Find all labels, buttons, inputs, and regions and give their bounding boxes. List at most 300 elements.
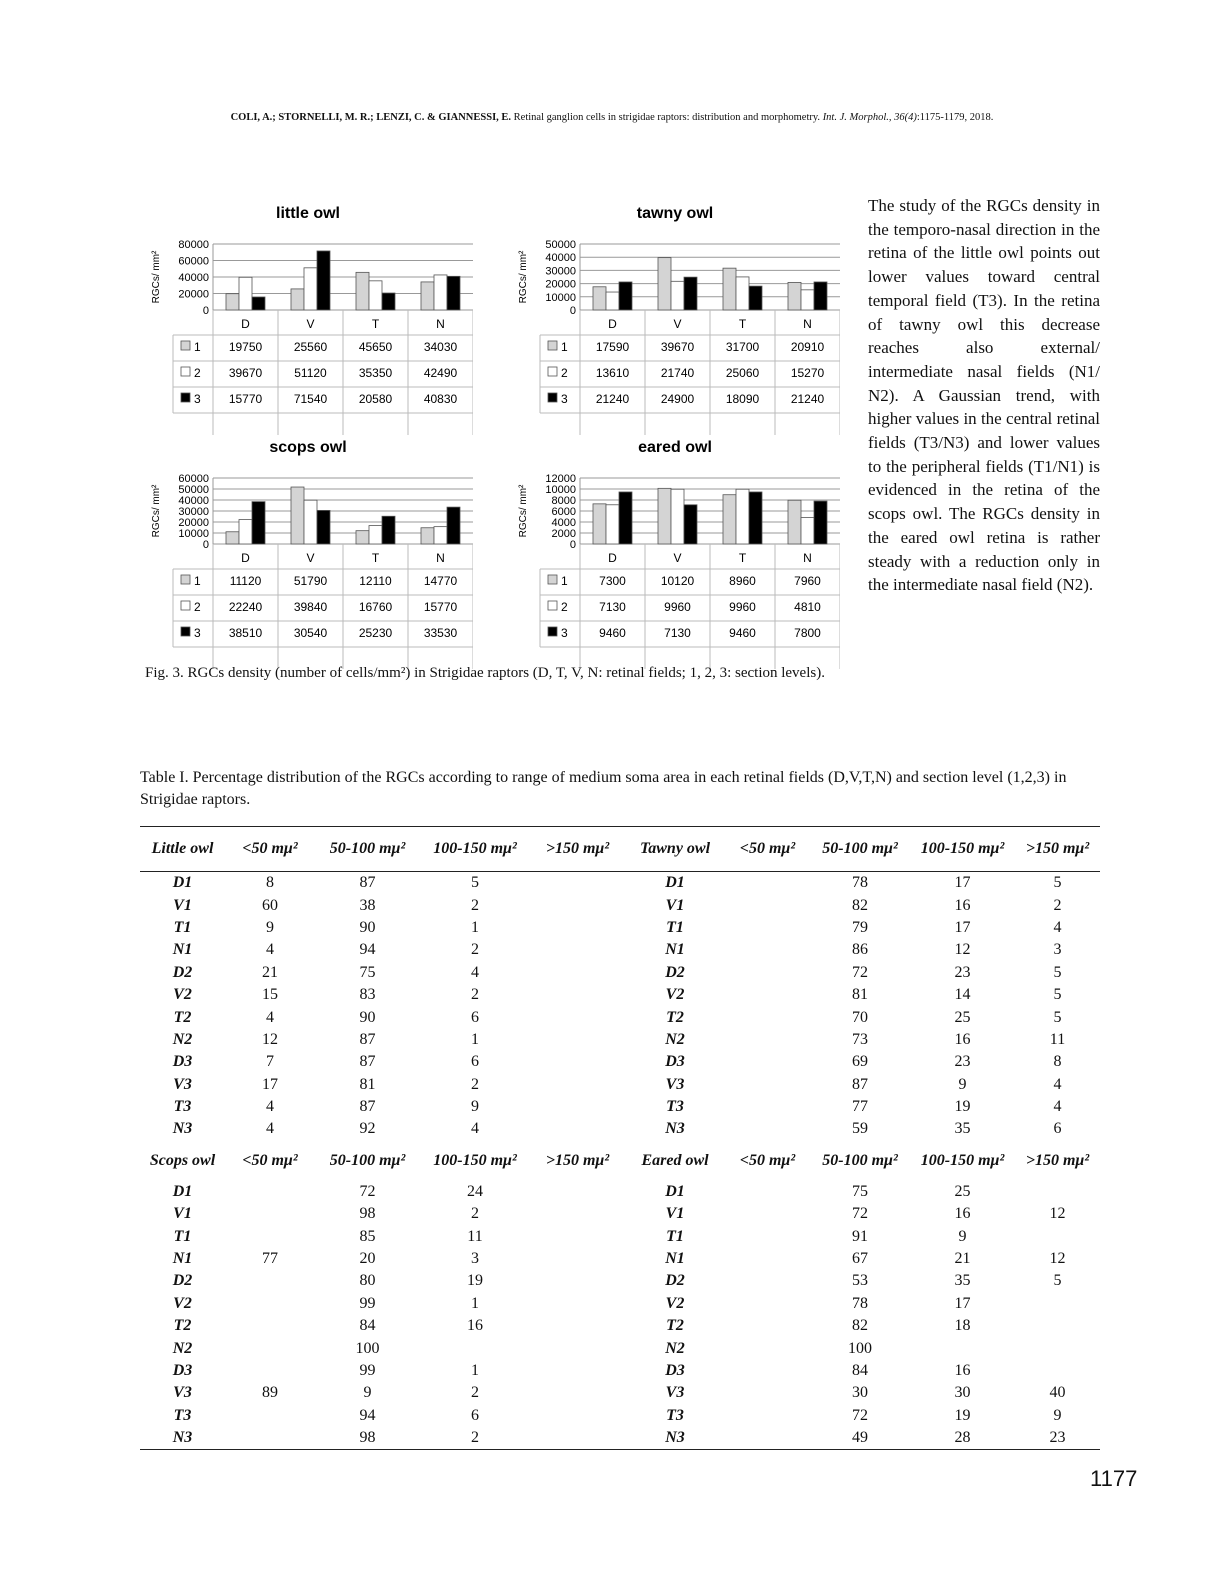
y-axis-label: RGCs/ mm² [518, 484, 529, 538]
table-cell [725, 962, 810, 984]
table-cell [225, 1293, 315, 1315]
y-tick-label: 60000 [178, 255, 209, 268]
x-category-label: T [738, 317, 747, 331]
table-cell: 53 [852, 1272, 868, 1290]
field-label: T2 [666, 1317, 684, 1335]
table-row [140, 872, 1100, 895]
table-cell: 24 [467, 1182, 483, 1200]
bar-V-3 [317, 251, 330, 310]
table-cell: 72 [852, 1205, 868, 1223]
table-row [140, 984, 1100, 1006]
field-label: T1 [666, 918, 684, 936]
chart-scops-owl [143, 430, 473, 670]
table-cell: 17 [954, 874, 971, 892]
table-cell: 30 [852, 1384, 868, 1402]
y-tick-label: 10000 [545, 484, 576, 496]
bar-N-3 [447, 507, 460, 544]
table-cell: 6 [471, 1008, 479, 1026]
chart-eared-owl [510, 430, 840, 670]
legend-label: 2 [561, 366, 568, 380]
table-cell [530, 1051, 625, 1073]
data-value: 7130 [599, 600, 626, 614]
figure-caption: Fig. 3. RGCs density (number of cells/mm²) in Strigidae raptors (D, T, V, N: retinal fields; 1, 2, 3: section levels). [145, 665, 825, 681]
data-value: 45650 [358, 340, 393, 354]
field-label: N1 [665, 1250, 685, 1268]
species-header: Eared owl [641, 1151, 709, 1169]
table-cell: 17 [954, 918, 971, 936]
bar-N-1 [421, 528, 434, 544]
table-cell: 92 [359, 1120, 376, 1138]
table-cell [910, 1337, 1015, 1359]
table-cell [225, 1203, 315, 1225]
species-header: Scops owl [149, 1151, 216, 1169]
table-cell: 67 [852, 1250, 868, 1268]
bar-V-3 [684, 277, 697, 310]
table-cell: 21 [954, 1250, 971, 1268]
table-cell [725, 1382, 810, 1404]
table-cell: 77 [852, 1098, 868, 1116]
header-title: Retinal ganglion cells in strigidae raptors: distribution and morphometry. [513, 112, 821, 123]
table-cell: 35 [954, 1120, 971, 1138]
table-cell: 77 [262, 1250, 278, 1268]
y-tick-label: 2000 [551, 528, 576, 540]
table-cell: 87 [359, 1053, 376, 1071]
legend-key-1 [548, 575, 557, 584]
table-cell: 28 [910, 1427, 1015, 1450]
range-header: 100-150 mμ² [433, 1151, 517, 1169]
table-cell: 80 [359, 1272, 376, 1290]
table-cell: 7 [266, 1053, 274, 1071]
field-label: V1 [173, 896, 192, 914]
table-cell: 84 [359, 1317, 376, 1335]
table-cell [225, 1181, 315, 1203]
legend-key-1 [181, 341, 190, 350]
table-cell: 72 [359, 1182, 376, 1200]
y-tick-label: 50000 [545, 239, 576, 251]
range-header: 100-150 mμ² [433, 840, 517, 857]
y-tick-label: 60000 [178, 473, 209, 485]
bar-T-1 [356, 272, 369, 310]
field-label: T3 [173, 1406, 192, 1424]
data-value: 35350 [358, 366, 393, 380]
range-header: 50-100 mμ² [822, 1151, 898, 1169]
data-value: 30540 [293, 626, 328, 640]
table-cell: 94 [359, 1406, 376, 1424]
table-cell [530, 1225, 625, 1247]
table-cell [225, 1337, 315, 1359]
page-number: 1177 [1090, 1466, 1138, 1491]
table-cell: 15 [262, 986, 278, 1004]
field-label: D3 [172, 1362, 193, 1379]
table-cell [725, 1427, 810, 1450]
table-cell: 73 [852, 1030, 868, 1048]
table-cell [1015, 1225, 1100, 1247]
table-cell [530, 1248, 625, 1270]
data-value: 10120 [660, 574, 695, 588]
table-cell: 18 [954, 1317, 971, 1335]
data-value: 25230 [358, 626, 393, 640]
table-cell [530, 962, 625, 984]
data-value: 12110 [359, 574, 392, 588]
field-label: V3 [665, 1384, 685, 1402]
table-cell: 98 [315, 1427, 420, 1450]
legend-label: 1 [561, 340, 568, 354]
y-tick-label: 4000 [551, 517, 576, 529]
table-cell [530, 1382, 625, 1404]
table-cell: 5 [1053, 963, 1062, 981]
data-value: 22240 [228, 600, 263, 614]
field-label: D2 [665, 1272, 685, 1290]
x-category-label: N [803, 551, 812, 565]
table-cell [725, 1360, 810, 1382]
data-value: 33530 [423, 626, 458, 640]
table-header-row [140, 827, 1100, 872]
data-value: 11120 [229, 574, 262, 588]
table-cell: 6 [471, 1406, 479, 1424]
y-tick-label: 12000 [545, 473, 576, 485]
data-value: 39840 [293, 600, 328, 614]
table-cell [530, 1118, 625, 1140]
field-label: N3 [140, 1427, 225, 1450]
bar-D-3 [252, 297, 265, 310]
bar-D-2 [239, 277, 252, 310]
table-cell: 5 [1053, 874, 1062, 892]
chart-svg [510, 430, 840, 670]
x-category-label: D [608, 551, 617, 565]
table-cell: 94 [359, 941, 376, 959]
table-cell [725, 1270, 810, 1292]
table-cell: 85 [359, 1227, 376, 1245]
table-cell: 5 [1053, 1272, 1062, 1290]
table-cell [225, 1360, 315, 1382]
chart-title: scops owl [269, 439, 347, 456]
table-row [140, 1118, 1100, 1140]
table-cell [725, 1293, 810, 1315]
table-caption: Table I. Percentage distribution of the RGCs according to range of medium soma area in each retinal fields (D,V,T,N) and section level (1,2,3) in Strigidae raptors. [140, 769, 1067, 808]
x-category-label: T [738, 551, 747, 565]
table-cell [725, 1203, 810, 1225]
table-cell [530, 1203, 625, 1225]
table-cell [530, 1181, 625, 1203]
range-header: 100-150 mμ² [920, 840, 1005, 857]
chart-title: little owl [276, 205, 340, 222]
table-cell: 82 [852, 1317, 868, 1335]
x-category-label: D [241, 551, 250, 565]
table-cell [725, 1337, 810, 1359]
x-category-label: V [306, 317, 315, 331]
data-value: 7130 [664, 626, 691, 640]
table-cell: 91 [852, 1227, 868, 1245]
data-value: 9960 [664, 600, 691, 614]
table-cell [1015, 1293, 1100, 1315]
y-tick-label: 0 [202, 305, 209, 317]
bar-V-2 [671, 281, 684, 310]
data-value: 13610 [595, 366, 630, 380]
table-cell: 6 [1053, 1120, 1062, 1138]
table-cell [530, 1096, 625, 1118]
table-row [140, 1405, 1100, 1427]
legend-label: 2 [561, 600, 568, 614]
table-cell: 75 [359, 963, 376, 981]
table-cell [530, 1270, 625, 1292]
y-tick-label: 6000 [551, 506, 576, 518]
table-cell [530, 939, 625, 961]
y-tick-label: 10000 [545, 291, 576, 304]
table-row [140, 917, 1100, 939]
table-cell [725, 1225, 810, 1247]
table-cell: 3 [1053, 941, 1062, 959]
table-cell: 72 [852, 963, 868, 981]
field-label: D1 [172, 1182, 193, 1200]
bar-D-3 [252, 502, 265, 544]
legend-key-3 [548, 393, 557, 402]
table-cell: 40 [1049, 1384, 1066, 1402]
running-header [0, 112, 1224, 123]
table-row [140, 1360, 1100, 1382]
field-label: D1 [665, 1182, 685, 1200]
data-value: 8960 [729, 574, 756, 588]
table-cell: 84 [852, 1362, 868, 1379]
bar-T-2 [369, 281, 382, 310]
y-axis-label: RGCs/ mm² [151, 484, 162, 538]
table-cell: 38 [359, 896, 376, 914]
x-category-label: N [803, 317, 812, 331]
table-row [140, 1096, 1100, 1118]
table-row [140, 1248, 1100, 1270]
data-value: 51790 [293, 574, 328, 588]
data-value: 39670 [228, 366, 263, 380]
table-cell: 6 [471, 1053, 479, 1071]
field-label: D1 [665, 874, 685, 892]
table-cell [725, 917, 810, 939]
field-label: N1 [172, 941, 193, 959]
table-row [140, 1270, 1100, 1292]
table-cell: 16 [954, 1205, 971, 1223]
table-cell: 5 [1053, 1008, 1062, 1026]
table-cell [530, 917, 625, 939]
table-body [140, 872, 1100, 1450]
y-tick-label: 40000 [178, 272, 209, 284]
table-cell: 87 [359, 874, 376, 892]
table-cell [530, 872, 625, 895]
legend-key-3 [548, 627, 557, 636]
data-value: 25560 [293, 340, 328, 354]
chart-svg [510, 196, 840, 436]
field-label: N3 [625, 1427, 725, 1450]
y-tick-label: 40000 [545, 252, 576, 265]
table-cell: 87 [359, 1098, 376, 1116]
table-row [140, 894, 1100, 916]
table-cell: 2 [471, 986, 479, 1004]
bar-V-2 [671, 489, 684, 544]
table-row [140, 1293, 1100, 1315]
data-value: 51120 [294, 366, 327, 380]
table-cell: 3 [471, 1250, 479, 1268]
bar-T-2 [369, 526, 382, 544]
legend-key-1 [548, 341, 557, 350]
table-cell [1015, 1315, 1100, 1337]
data-value: 20910 [790, 340, 825, 354]
chart-title: eared owl [638, 439, 712, 456]
bar-D-3 [619, 492, 632, 544]
data-value: 9960 [729, 600, 756, 614]
bar-N-3 [447, 276, 460, 310]
y-tick-label: 10000 [178, 528, 209, 540]
y-tick-label: 30000 [545, 265, 576, 278]
table-cell [725, 894, 810, 916]
bar-T-3 [382, 516, 395, 544]
data-value: 15270 [790, 366, 825, 380]
y-axis-label: RGCs/ mm² [151, 250, 162, 304]
table-cell: 82 [852, 896, 868, 914]
table-cell: 70 [852, 1008, 868, 1026]
legend-key-2 [548, 601, 557, 610]
table-cell: 17 [262, 1075, 278, 1093]
table-cell: 16 [954, 896, 971, 914]
table-cell: 12 [1049, 1205, 1066, 1223]
table-cell: 16 [467, 1317, 483, 1335]
species-header: Little owl [151, 840, 214, 857]
table-cell: 8 [266, 874, 274, 892]
table-cell: 23 [954, 963, 971, 981]
table-cell: 9 [363, 1384, 372, 1402]
field-label: V2 [665, 1294, 685, 1312]
x-category-label: N [436, 551, 445, 565]
table-cell: 17 [954, 1294, 971, 1312]
field-label: N2 [172, 1339, 193, 1357]
table-cell: 9 [958, 1227, 967, 1245]
bar-T-3 [749, 492, 762, 544]
x-category-label: T [371, 317, 380, 331]
soma-area-table [140, 826, 1100, 1450]
bar-D-1 [226, 294, 239, 310]
bar-N-1 [788, 500, 801, 544]
field-label: T2 [173, 1317, 192, 1335]
table-cell: 2 [1053, 896, 1062, 914]
field-label: D2 [665, 963, 685, 981]
body-paragraph: The study of the RGCs density in the temporo-nasal direction in the retina of the little owl points out lower values toward central temporal field (T3). In the retina of tawny owl this decrease reaches also external/ intermediate nasal fields (N1/ N2). A Gaussian trend, with higher values in the central retinal fields (T3/N3) and lower values to the peripheral fields (T1/N1) is evidenced in the retina of the scops owl. The RGCs density in the eared owl retina is rather steady with a reduction only in the intermediate nasal field (N2). [868, 196, 1100, 595]
table-cell [530, 894, 625, 916]
table-cell [225, 1270, 315, 1292]
data-value: 31700 [725, 340, 760, 354]
x-category-label: D [608, 317, 617, 331]
bar-V-1 [291, 289, 304, 310]
table-cell: 98 [359, 1205, 376, 1223]
table-cell: 2 [471, 1384, 479, 1402]
range-header: >150 mμ² [1025, 1151, 1090, 1169]
legend-key-2 [181, 367, 190, 376]
bar-N-2 [801, 290, 814, 310]
field-label: V1 [173, 1205, 192, 1223]
header-journal: Int. J. Morphol., 36(4) [822, 112, 917, 123]
y-tick-label: 50000 [178, 484, 209, 496]
table-cell [225, 1405, 315, 1427]
table-row [140, 1337, 1100, 1359]
x-category-label: V [673, 317, 682, 331]
field-label: T3 [666, 1406, 684, 1424]
table-cell: 9 [958, 1075, 967, 1093]
table-cell [725, 1181, 810, 1203]
legend-key-2 [548, 367, 557, 376]
table-cell: 23 [1015, 1427, 1100, 1450]
bar-V-3 [317, 510, 330, 544]
bar-N-1 [788, 282, 801, 310]
table-cell: 59 [852, 1120, 868, 1138]
chart-svg [143, 430, 473, 670]
field-label: N1 [172, 1250, 193, 1268]
y-tick-label: 20000 [545, 278, 576, 291]
x-category-label: N [436, 317, 445, 331]
y-tick-label: 0 [569, 539, 576, 551]
table-cell [725, 1405, 810, 1427]
field-label: V3 [665, 1075, 685, 1093]
bar-V-1 [658, 488, 671, 544]
data-value: 9460 [729, 626, 756, 640]
table-wrapper [140, 826, 1100, 1450]
y-tick-label: 20000 [178, 517, 209, 529]
field-label: V3 [173, 1075, 192, 1093]
table-cell [1015, 1181, 1100, 1203]
table-cell [530, 984, 625, 1006]
data-value: 15770 [228, 392, 263, 406]
table-cell: 79 [852, 918, 868, 936]
table-row [140, 1203, 1100, 1225]
bar-N-3 [814, 282, 827, 310]
table-cell: 81 [852, 986, 868, 1004]
table-cell: 1 [471, 918, 479, 936]
range-header: 100-150 mμ² [920, 1151, 1005, 1169]
field-label: T1 [173, 1227, 192, 1245]
field-label: D3 [172, 1053, 193, 1071]
range-header: <50 mμ² [242, 840, 298, 857]
legend-label: 2 [194, 600, 201, 614]
range-header: 50-100 mμ² [329, 840, 406, 857]
bar-D-1 [593, 287, 606, 310]
table-cell: 25 [954, 1008, 971, 1026]
range-header: >150 mμ² [545, 1151, 610, 1169]
table-cell [530, 1293, 625, 1315]
x-category-label: V [306, 551, 315, 565]
table-cell: 72 [852, 1406, 868, 1424]
field-label: D3 [665, 1362, 685, 1379]
table-cell [225, 1427, 315, 1450]
table-cell: 9 [266, 918, 274, 936]
bar-D-2 [239, 520, 252, 544]
field-label: T2 [666, 1008, 684, 1026]
data-value: 14770 [423, 574, 458, 588]
table-cell: 20 [359, 1250, 376, 1268]
table-cell: 16 [954, 1362, 971, 1379]
table-row [140, 1074, 1100, 1096]
bar-T-2 [736, 277, 749, 310]
table-cell: 1 [471, 1294, 479, 1312]
range-header: 50-100 mμ² [822, 840, 898, 857]
bar-T-1 [723, 495, 736, 544]
table-cell [725, 1051, 810, 1073]
table-cell [725, 984, 810, 1006]
y-tick-label: 80000 [178, 239, 209, 251]
y-tick-label: 0 [569, 305, 576, 317]
table-row [140, 1225, 1100, 1247]
table-cell [1015, 1360, 1100, 1382]
y-tick-label: 40000 [178, 495, 209, 507]
data-value: 20580 [358, 392, 393, 406]
field-label: T3 [173, 1098, 192, 1116]
table-cell: 4 [1053, 1098, 1062, 1116]
field-label: T3 [666, 1098, 684, 1116]
bar-T-3 [749, 286, 762, 310]
data-value: 42490 [423, 366, 458, 380]
